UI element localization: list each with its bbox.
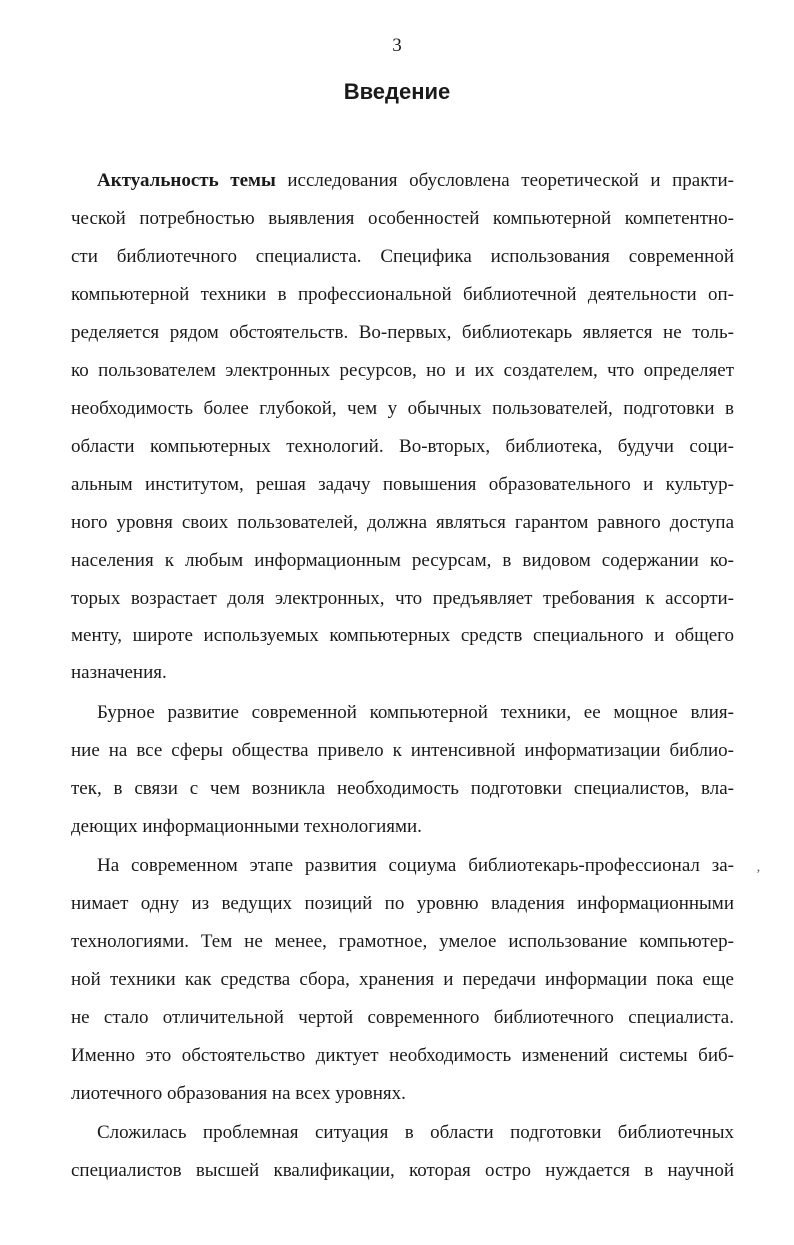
paragraph-2-line-1: Бурное развитие современной компьютерной техники, ее мощное влия- bbox=[97, 702, 734, 723]
paragraph-1-line-12: торых возрастает доля электронных, что предъявляет требования к ассорти- bbox=[71, 588, 734, 609]
paragraph-1-line-3: сти библиотечного специалиста. Специфика использования современной bbox=[71, 246, 734, 267]
paragraph-1-line-9: альным институтом, решая задачу повышения образовательного и культур- bbox=[71, 474, 734, 495]
relevance-lead: Актуальность темы bbox=[97, 170, 276, 191]
paragraph-4-line-1: Сложилась проблемная ситуация в области подготовки библиотечных bbox=[97, 1122, 734, 1143]
paragraph-4-line-2: специалистов высшей квалификации, которая остро нуждается в научной bbox=[71, 1160, 734, 1181]
paragraph-1-line-13: менту, широте используемых компьютерных средств специального и общего bbox=[71, 625, 734, 646]
paragraph-1-line-5: ределяется рядом обстоятельств. Во-первых, библиотекарь является не толь- bbox=[71, 322, 734, 343]
paragraph-1-line-8: области компьютерных технологий. Во-вторых, библиотека, будучи соци- bbox=[71, 436, 734, 457]
paragraph-1-line-10: ного уровня своих пользователей, должна являться гарантом равного доступа bbox=[71, 512, 734, 533]
paragraph-1-line-1-text: исследования обусловлена теоретической и практи- bbox=[275, 170, 734, 191]
paragraph-1-line-4: компьютерной техники в профессиональной библиотечной деятельности оп- bbox=[71, 284, 734, 305]
paragraph-3-line-4: ной техники как средства сбора, хранения и передачи информации пока еще bbox=[71, 969, 734, 990]
paragraph-1-line-6: ко пользователем электронных ресурсов, но и их создателем, что определяет bbox=[71, 360, 734, 381]
paragraph-2-line-4: деющих информационными технологиями. bbox=[71, 816, 422, 837]
section-heading: Введение bbox=[343, 79, 451, 104]
paragraph-3-line-6: Именно это обстоятельство диктует необходимость изменений системы биб- bbox=[71, 1045, 734, 1066]
paragraph-3-line-7: лиотечного образования на всех уровнях. bbox=[71, 1083, 406, 1104]
paragraph-1-line-7: необходимость более глубокой, чем у обычных пользователей, подготовки в bbox=[71, 398, 734, 419]
paragraph-3-line-1: На современном этапе развития социума библиотекарь-профессионал за- bbox=[97, 855, 734, 876]
paragraph-1-line-14: назначения. bbox=[71, 662, 167, 683]
paragraph-2-line-3: тек, в связи с чем возникла необходимость подготовки специалистов, вла- bbox=[71, 778, 734, 799]
margin-mark: ‚ bbox=[756, 860, 761, 875]
paragraph-1-line-1 bbox=[97, 168, 734, 194]
paragraph-1-line-11: населения к любым информационным ресурсам, в видовом содержании ко- bbox=[71, 550, 734, 571]
paragraph-3-line-2: нимает одну из ведущих позиций по уровню владения информационными bbox=[71, 893, 734, 914]
paragraph-2-line-2: ние на все сферы общества привело к интенсивной информатизации библио- bbox=[71, 740, 734, 761]
page-number: 3 bbox=[392, 35, 402, 56]
paragraph-3-line-3: технологиями. Тем не менее, грамотное, умелое использование компьютер- bbox=[71, 931, 734, 952]
paragraph-1-line-2: ческой потребностью выявления особенностей компьютерной компетентно- bbox=[71, 208, 734, 229]
paragraph-3-line-5: не стало отличительной чертой современного библиотечного специалиста. bbox=[71, 1007, 734, 1028]
